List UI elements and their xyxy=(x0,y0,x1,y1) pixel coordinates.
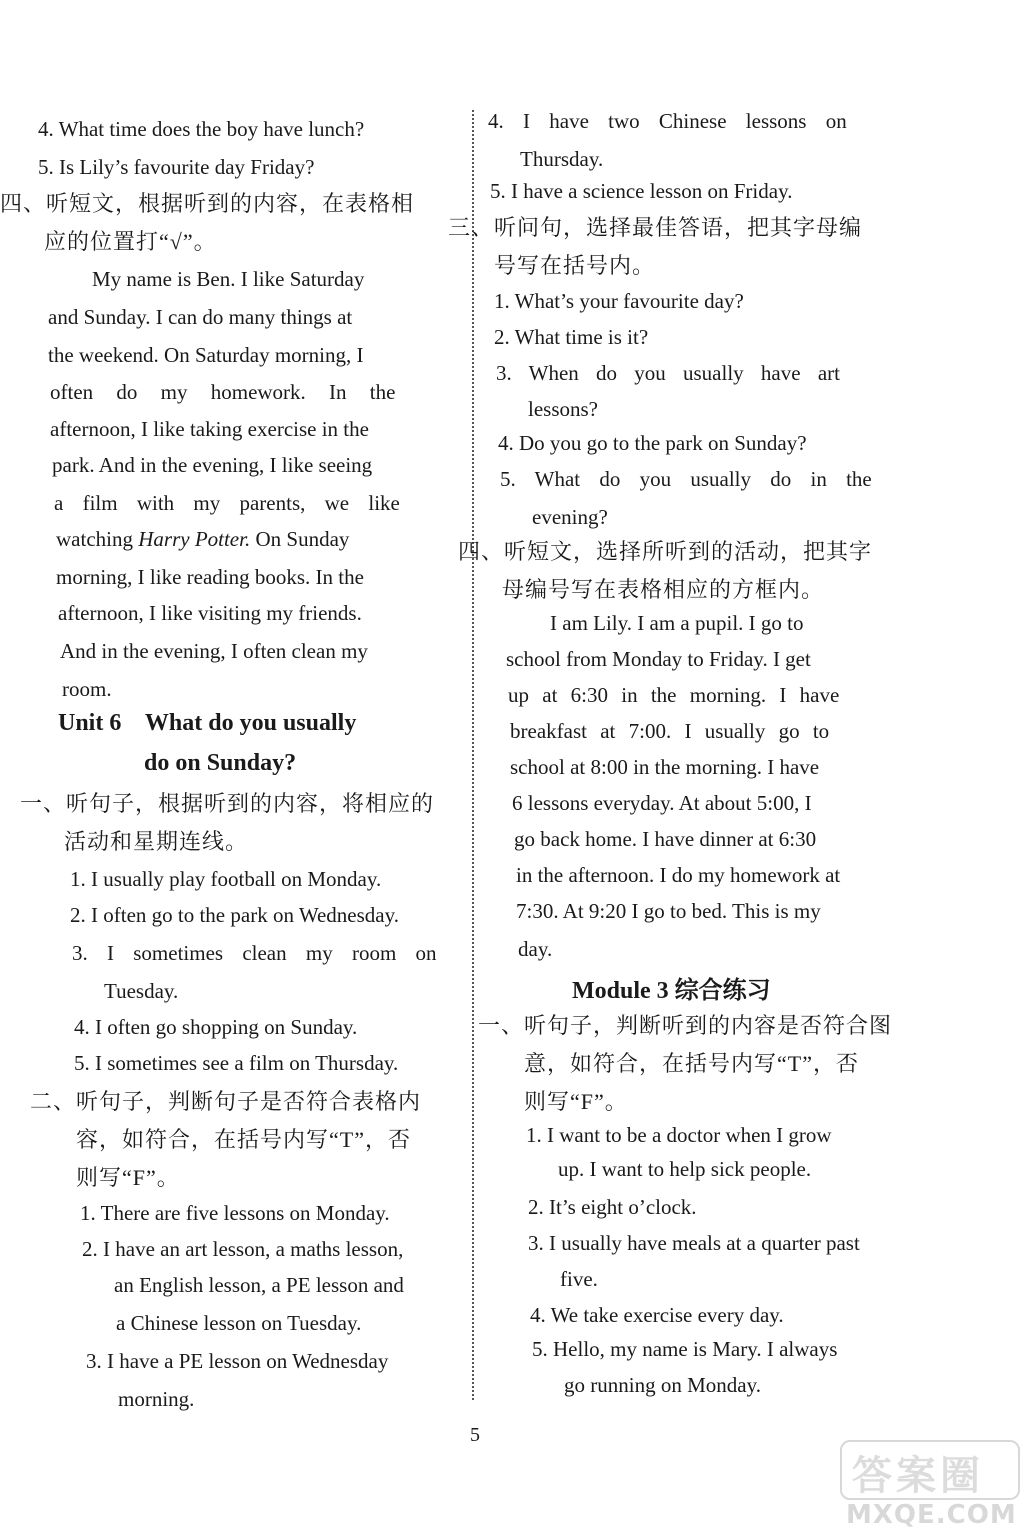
question-line: 1. What’s your favourite day? xyxy=(494,289,744,313)
question-line: go running on Monday. xyxy=(564,1373,761,1397)
column-divider xyxy=(472,110,474,1400)
book-title: Harry Potter. xyxy=(138,527,251,551)
section-heading: 三、听问句，选择最佳答语，把其字母编 xyxy=(448,215,863,240)
question-line: 4. I often go shopping on Sunday. xyxy=(74,1015,358,1039)
passage-text: watching xyxy=(56,527,133,551)
passage-line: And in the evening, I often clean my xyxy=(60,639,368,663)
question-line: 3. I sometimes clean my room on xyxy=(72,941,437,965)
passage-line: go back home. I have dinner at 6:30 xyxy=(514,827,817,851)
passage-line: in the afternoon. I do my homework at xyxy=(516,863,841,887)
watermark-url: MXQE.COM xyxy=(846,1500,1017,1530)
section-heading: 号写在括号内。 xyxy=(494,253,656,278)
question-line: 3. I usually have meals at a quarter past xyxy=(528,1231,860,1255)
question-line: 5. Is Lily’s favourite day Friday? xyxy=(38,155,315,179)
passage-line: room. xyxy=(62,677,112,701)
passage-line xyxy=(56,524,349,554)
section-heading: 应的位置打“√”。 xyxy=(44,229,217,254)
passage-line: I am Lily. I am a pupil. I go to xyxy=(550,611,804,635)
question-line: 5. I sometimes see a film on Thursday. xyxy=(74,1051,399,1075)
section-heading: 四、听短文，选择所听到的活动，把其字 xyxy=(458,539,873,564)
question-line: 5. I have a science lesson on Friday. xyxy=(490,179,793,203)
question-line: morning. xyxy=(118,1387,195,1411)
question-line: 1. I want to be a doctor when I grow xyxy=(526,1123,832,1147)
question-line: 2. I have an art lesson, a maths lesson, xyxy=(82,1237,404,1261)
section-heading: 一、听句子，判断听到的内容是否符合图 xyxy=(478,1013,893,1038)
passage-line: 6 lessons everyday. At about 5:00, I xyxy=(512,791,812,815)
watermark-text: 答案圈 xyxy=(852,1453,984,1499)
passage-line: My name is Ben. I like Saturday xyxy=(92,267,365,291)
section-heading: 意，如符合，在括号内写“T”，否 xyxy=(524,1051,859,1076)
passage-line: the weekend. On Saturday morning, I xyxy=(48,343,364,367)
question-line: 3. I have a PE lesson on Wednesday xyxy=(86,1349,389,1373)
question-line: 4. Do you go to the park on Sunday? xyxy=(498,431,807,455)
section-heading: 四、听短文，根据听到的内容，在表格相 xyxy=(0,191,415,216)
unit-title: do on Sunday? xyxy=(144,750,297,776)
passage-text: On Sunday xyxy=(255,527,350,551)
passage-line: school from Monday to Friday. I get xyxy=(506,647,811,671)
question-line: a Chinese lesson on Tuesday. xyxy=(116,1311,362,1335)
question-line: 5. What do you usually do in the xyxy=(500,467,872,491)
passage-line: school at 8:00 in the morning. I have xyxy=(510,755,820,779)
section-heading: 则写“F”。 xyxy=(76,1165,180,1190)
section-heading: 活动和星期连线。 xyxy=(64,829,249,854)
passage-line: and Sunday. I can do many things at xyxy=(48,305,353,329)
passage-line: afternoon, I like visiting my friends. xyxy=(58,601,362,625)
question-line: Thursday. xyxy=(520,147,604,171)
passage-line: breakfast at 7:00. I usually go to xyxy=(510,719,830,743)
question-line: 1. There are five lessons on Monday. xyxy=(80,1201,390,1225)
question-line: 2. I often go to the park on Wednesday. xyxy=(70,903,399,927)
page-number: 5 xyxy=(470,1424,480,1446)
passage-line: park. And in the evening, I like seeing xyxy=(52,453,373,477)
question-line: 4. I have two Chinese lessons on xyxy=(488,109,847,133)
question-line: 5. Hello, my name is Mary. I always xyxy=(532,1337,838,1361)
passage-line: a film with my parents, we like xyxy=(54,491,400,515)
module-title: Module 3 综合练习 xyxy=(572,978,771,1004)
passage-line: morning, I like reading books. In the xyxy=(56,565,364,589)
section-heading: 母编号写在表格相应的方框内。 xyxy=(502,577,825,602)
watermark-logo xyxy=(840,1440,1016,1532)
unit-title: Unit 6 What do you usually xyxy=(58,710,357,736)
question-line: lessons? xyxy=(528,397,598,421)
passage-line: day. xyxy=(518,937,553,961)
question-line: 2. What time is it? xyxy=(494,325,649,349)
question-line: 2. It’s eight o’clock. xyxy=(528,1195,697,1219)
section-heading: 一、听句子，根据听到的内容，将相应的 xyxy=(20,791,435,816)
section-heading: 二、听句子，判断句子是否符合表格内 xyxy=(30,1089,422,1114)
question-line: 3. When do you usually have art xyxy=(496,361,840,385)
section-heading: 则写“F”。 xyxy=(524,1089,628,1114)
question-line: 4. What time does the boy have lunch? xyxy=(38,117,365,141)
passage-line: up at 6:30 in the morning. I have xyxy=(508,683,840,707)
question-line: 1. I usually play football on Monday. xyxy=(70,867,382,891)
passage-line: 7:30. At 9:20 I go to bed. This is my xyxy=(516,899,821,923)
passage-line: often do my homework. In the xyxy=(50,380,396,404)
question-line: Tuesday. xyxy=(104,979,179,1003)
section-heading: 容，如符合，在括号内写“T”，否 xyxy=(76,1127,411,1152)
question-line: an English lesson, a PE lesson and xyxy=(114,1273,404,1297)
question-line: 4. We take exercise every day. xyxy=(530,1303,784,1327)
question-line: five. xyxy=(560,1267,598,1291)
question-line: up. I want to help sick people. xyxy=(558,1157,812,1181)
passage-line: afternoon, I like taking exercise in the xyxy=(50,417,369,441)
question-line: evening? xyxy=(532,505,608,529)
